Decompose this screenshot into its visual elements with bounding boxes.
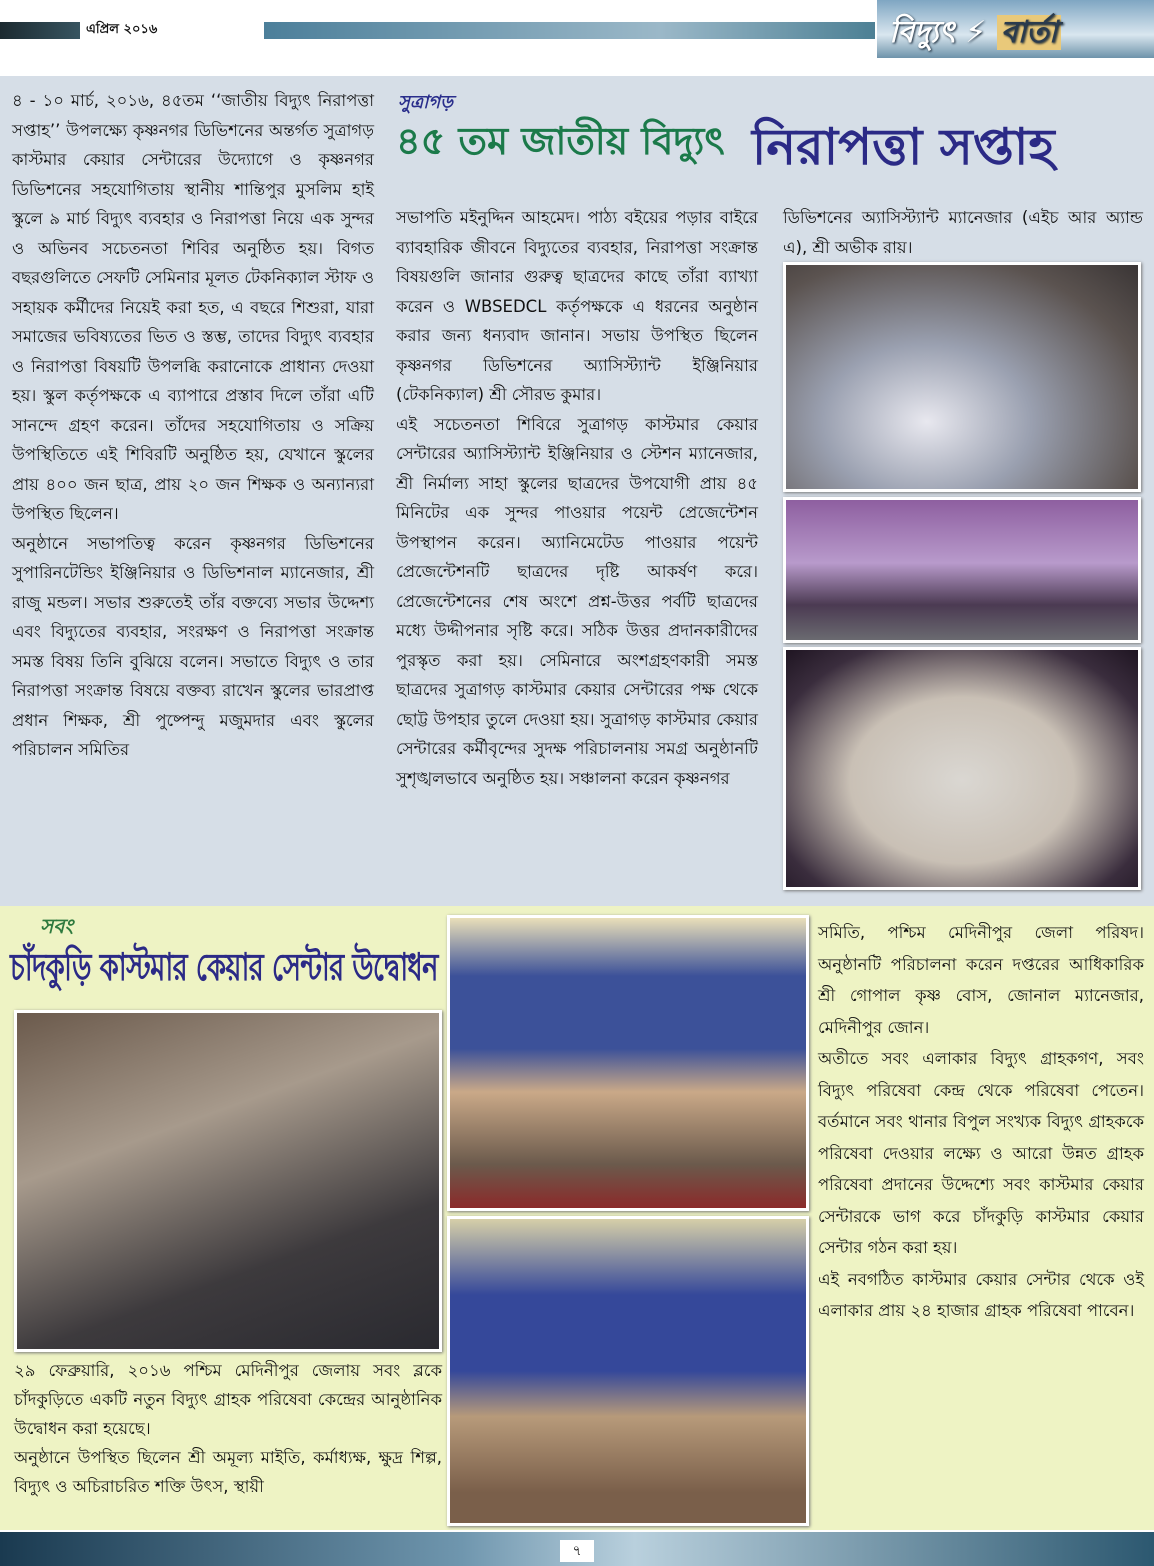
paragraph: ডিভিশনের অ্যাসিস্ট্যান্ট ম্যানেজার (এইচ আর অ্যান্ড এ), শ্রী অভীক রায়। <box>783 208 1143 257</box>
photo-speaker-banner <box>447 1216 809 1526</box>
article1-column2 <box>396 203 758 793</box>
paragraph: অনুষ্ঠানে উপস্থিত ছিলেন শ্রী অমূল্য মাইতি, কর্মাধ্যক্ষ, ক্ষুদ্র শিল্প, বিদ্যুৎ ও অচিরাচরিত শক্তি উৎস, স্থায়ী <box>14 1448 442 1496</box>
logo-text-right: বার্তা <box>997 15 1062 50</box>
paragraph: এই সচেতনতা শিবিরে সুত্রাগড় কাস্টমার কেয়ার সেন্টারের অ্যাসিস্ট্যান্ট ইঞ্জিনিয়ার ও স্টেশন ম্যানেজার, শ্রী নির্মাল্য সাহা স্কুলের ছাত্রদের উপযোগী প্রায় ৪৫ মিনিটের এক সুন্দর পাওয়ার পয়েন্ট প্রেজেন্টেশন উপস্থাপন করেন। অ্যানিমেটেড পাওয়ার পয়েন্ট প্রেজেন্টেশনটি ছাত্রদের দৃষ্টি আকর্ষণ করে। প্রেজেন্টেশনের শেষ অংশে প্রশ্ন-উত্তর পর্বটি ছাত্রদের মধ্যে উদ্দীপনার সৃষ্টি করে। সঠিক উত্তর প্রদানকারীদের পুরস্কৃত করা হয়। সেমিনারে অংশগ্রহণকারী সমস্ত ছাত্রদের সুত্রাগড় কাস্টমার কেয়ার সেন্টারের পক্ষ থেকে ছোট্ট উপহার তুলে দেওয়া হয়। সুত্রাগড় কাস্টমার কেয়ার সেন্টারের কর্মীবৃন্দের সুদক্ষ পরিচালনায় সমগ্র অনুষ্ঠানটি সুশৃঙ্খলভাবে অনুষ্ঠিত হয়। সঞ্চালনা করেন কৃষ্ণনগর <box>396 414 758 788</box>
issue-date: এপ্রিল ২০১৬ <box>80 21 163 39</box>
paragraph: অনুষ্ঠানে সভাপতিত্ব করেন কৃষ্ণনগর ডিভিশনের সুপারিনটেন্ডিং ইঞ্জিনিয়ার ও ডিভিশনাল ম্যানেজার, শ্রী রাজু মন্ডল। সভার শুরুতেই তাঁর বক্তব্যে সভার উদ্দেশ্য এবং বিদ্যুতের ব্যবহার, সংরক্ষণ ও নিরাপত্তা সংক্রান্ত সমস্ত বিষয় তিনি বুঝিয়ে বলেন। সভাতে বিদ্যুৎ ও তার নিরাপত্তা সংক্রান্ত বিষয়ে বক্তব্য রাখেন স্কুলের ভারপ্রাপ্ত প্রধান শিক্ষক, শ্রী পুষ্পেন্দু মজুমদার এবং স্কুলের পরিচালন সমিতির <box>12 533 374 759</box>
article2-left-text <box>14 1356 442 1501</box>
photo-ribbon-cutting <box>14 1010 442 1352</box>
paragraph: অতীতে সবং এলাকার বিদ্যুৎ গ্রাহকগণ, সবং বিদ্যুৎ পরিষেবা কেন্দ্র থেকে পরিষেবা পেতেন। বর্তমানে সবং থানার বিপুল সংখ্যক বিদ্যুৎ গ্রাহককে পরিষেবা দেওয়ার লক্ষ্যে ও আরো উন্নত গ্রাহক পরিষেবা প্রদানের উদ্দেশ্যে সবং কাস্টমার কেয়ার সেন্টারকে ভাগ করে চাঁদকুড়ি কাস্টমার কেয়ার সেন্টার গঠন করা হয়। <box>818 1049 1144 1257</box>
paragraph: সমিতি, পশ্চিম মেদিনীপুর জেলা পরিষদ। অনুষ্ঠানটি পরিচালনা করেন দপ্তরের আধিকারিক শ্রী গোপাল কৃষ্ণ বোস, জোনাল ম্যানেজার, মেদিনীপুর জোন। <box>818 923 1144 1037</box>
paragraph: ৪ - ১০ মার্চ, ২০১৬, ৪৫তম ‘‘জাতীয় বিদ্যুৎ নিরাপত্তা সপ্তাহ’’ উপলক্ষ্যে কৃষ্ণনগর ডিভিশনের অন্তর্গত সুত্রাগড় কাস্টমার কেয়ার সেন্টারের উদ্যোগে ও কৃষ্ণনগর ডিভিশনের সহযোগিতায় স্থানীয় শান্তিপুর মুসলিম হাই স্কুলে ৯ মার্চ বিদ্যুৎ ব্যবহার ও নিরাপত্তা নিয়ে এক সুন্দর ও অভিনব সচেতনতা শিবির অনুষ্ঠিত হয়। বিগত বছরগুলিতে সেফটি সেমিনার মূলত টেকনিক্যাল স্টাফ ও সহায়ক কর্মীদের নিয়েই করা হত, এ বছরে শিশুরা, যারা সমাজের ভবিষ্যতের ভিত ও স্তম্ভ, তাদের বিদ্যুৎ ব্যবহার ও নিরাপত্তা বিষয়টি উপলব্ধি করানোকে প্রাধান্য দেওয়া হয়। স্কুল কর্তৃপক্ষকে এ ব্যাপারে প্রস্তাব দিলে তাঁরা এটি সানন্দে গ্রহণ করেন। তাঁদের সহযোগিতায় ও সক্রিয় উপস্থিতিতে এই শিবিরটি অনুষ্ঠিত হয়, যেখানে স্কুলের প্রায় ৪০০ জন ছাত্র, প্রায় ২০ জন শিক্ষক ও অন্যান্যরা উপস্থিত ছিলেন। <box>12 91 375 523</box>
photo-speaker-dais <box>783 497 1141 643</box>
article-kicker: সুত্রাগড় <box>398 92 453 113</box>
paragraph: সভাপতি মইনুদ্দিন আহমেদ। পাঠ্য বইয়ের পড়ার বাইরে ব্যাবহারিক জীবনে বিদ্যুতের ব্যবহার, নিরাপত্তা সংক্রান্ত বিষয়গুলি জানার গুরুত্ব ছাত্রদের কাছে তাঁরা ব্যাখ্যা করেন ও WBSEDCL কর্তৃপক্ষকে এ ধরনের অনুষ্ঠান করার জন্য ধন্যবাদ জানান। সভায় উপস্থিত ছিলেন কৃষ্ণনগর ডিভিশনের অ্যাসিস্ট্যান্ট ইঞ্জিনিয়ার (টেকনিক্যাল) শ্রী সৌরভ কুমার। <box>396 208 758 404</box>
headline-part1: ৪৫ তম জাতীয় বিদ্যুৎ <box>396 119 725 163</box>
logo-text-left: বিদ্যুৎ <box>889 15 955 50</box>
masthead-logo: বিদ্যুৎ ⚡ বার্তা <box>875 0 1154 58</box>
photo-students-audience <box>783 262 1141 492</box>
page-number: ৭ <box>560 1540 594 1562</box>
paragraph: এই নবগঠিত কাস্টমার কেয়ার সেন্টার থেকে ওই এলাকার প্রায় ২৪ হাজার গ্রাহক পরিষেবা পাবেন। <box>818 1269 1144 1320</box>
paragraph: ২৯ ফেব্রুয়ারি, ২০১৬ পশ্চিম মেদিনীপুর জেলায় সবং ব্লকে চাঁদকুড়িতে একটি নতুন বিদ্যুৎ গ্রাহক পরিষেবা কেন্দ্রের আনুষ্ঠানিক উদ্বোধন করা হয়েছে। <box>14 1361 442 1438</box>
article2-headline: চাঁদকুড়ি কাস্টমার কেয়ার সেন্টার উদ্বোধন <box>10 945 438 989</box>
article2-kicker: সবং <box>40 914 73 938</box>
photo-inauguration-stage <box>447 915 809 1211</box>
article1-column3 <box>783 203 1143 262</box>
article1-column1 <box>12 86 374 765</box>
headline-part2: নিরাপত্তা সপ্তাহ <box>752 118 1055 176</box>
article2-right-text <box>818 917 1144 1327</box>
photo-animated-presentation <box>783 647 1141 890</box>
